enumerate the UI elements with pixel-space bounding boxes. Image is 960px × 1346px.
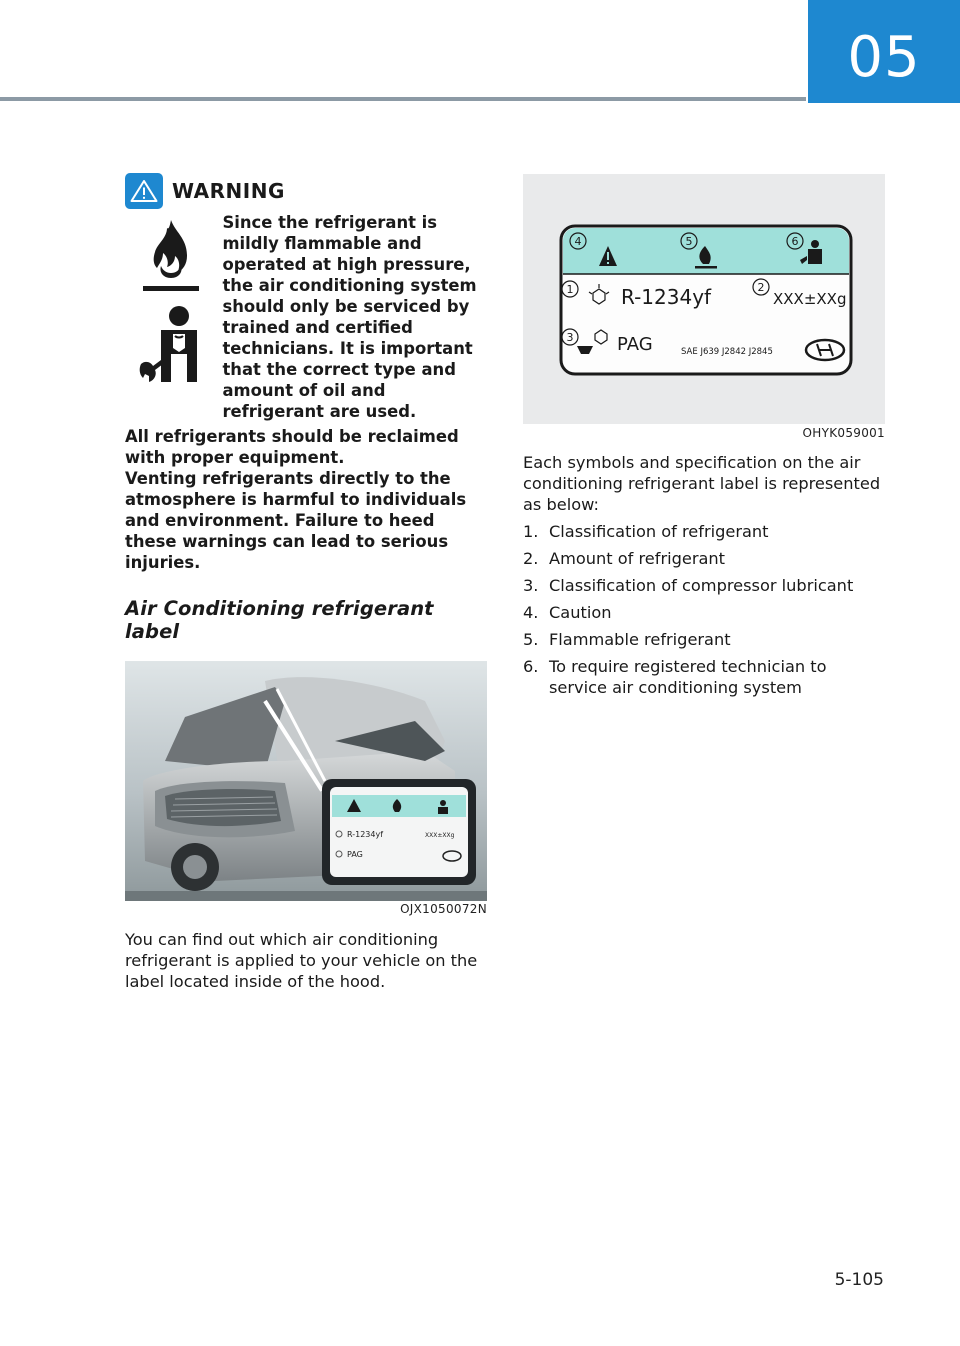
section-title: Air Conditioning refrigerant label xyxy=(125,597,434,643)
warning-title: WARNING xyxy=(172,179,285,203)
flame-icon xyxy=(141,216,201,296)
inset-oil: PAG xyxy=(347,850,363,859)
car-illustration xyxy=(125,661,487,901)
list-item: 6. To require registered technician to service air conditioning system xyxy=(523,657,827,697)
list-item: 2. Amount of refrigerant xyxy=(523,549,726,568)
warning-text-reclaim: All refrigerants should be reclaimed with proper equipment. xyxy=(125,427,459,467)
label-standards: SAE J639 J2842 J2845 xyxy=(681,347,773,357)
inset-refrigerant: R-1234yf xyxy=(347,830,384,839)
chapter-tab xyxy=(808,0,960,103)
warning-triangle-icon xyxy=(125,173,163,209)
label-figure-caption: OHYK059001 xyxy=(802,426,885,440)
callout-1: 1 xyxy=(566,283,574,296)
refrigerant-label-figure xyxy=(523,174,885,424)
warning-icons xyxy=(125,212,222,384)
callout-5: 5 xyxy=(685,235,693,248)
technician-icon xyxy=(139,304,211,384)
list-item: 1. Classification of refrigerant xyxy=(523,522,769,541)
callout-6: 6 xyxy=(791,235,799,248)
label-refrigerant: R-1234yf xyxy=(621,285,712,309)
car-paragraph: You can find out which air conditioning refrigerant is applied to your vehicle on the label located inside of the hood. xyxy=(125,930,478,991)
left-column xyxy=(125,172,487,992)
label-oil: PAG xyxy=(617,334,653,355)
list-item: 4. Caution xyxy=(523,603,612,622)
inset-amount: XXX±XXg xyxy=(425,832,455,839)
right-column xyxy=(523,174,885,698)
list-item: 5. Flammable refrigerant xyxy=(523,630,731,649)
callout-2: 2 xyxy=(757,281,765,294)
warning-side-text: Since the refrigerant is mildly flammable and operated at high pressure, the air conditioning system should only be serviced by trained and certified technicians. It is important that the correct type and amount of oil and refrigerant are used. xyxy=(222,213,477,421)
warning-text-venting: Venting refrigerants directly to the atmosphere is harmful to individuals and environment. Failure to heed these warnings can lead to serious injuries. xyxy=(125,469,467,572)
refrigerant-label xyxy=(523,174,885,424)
spec-intro: Each symbols and specification on the air conditioning refrigerant label is represented as below: xyxy=(523,453,881,514)
label-amount: XXX±XXg xyxy=(773,290,847,308)
page-number: 5-105 xyxy=(834,1270,884,1290)
spec-list xyxy=(523,521,885,698)
car-figure-caption: OJX1050072N xyxy=(400,902,487,916)
header-rule xyxy=(0,97,806,101)
warning-body xyxy=(125,212,487,422)
callout-4: 4 xyxy=(574,235,582,248)
chapter-number: 05 xyxy=(847,25,921,90)
warning-header xyxy=(125,172,487,210)
car-hood-photo xyxy=(125,661,487,901)
callout-3: 3 xyxy=(566,331,574,344)
list-item: 3. Classification of compressor lubricant xyxy=(523,576,854,595)
